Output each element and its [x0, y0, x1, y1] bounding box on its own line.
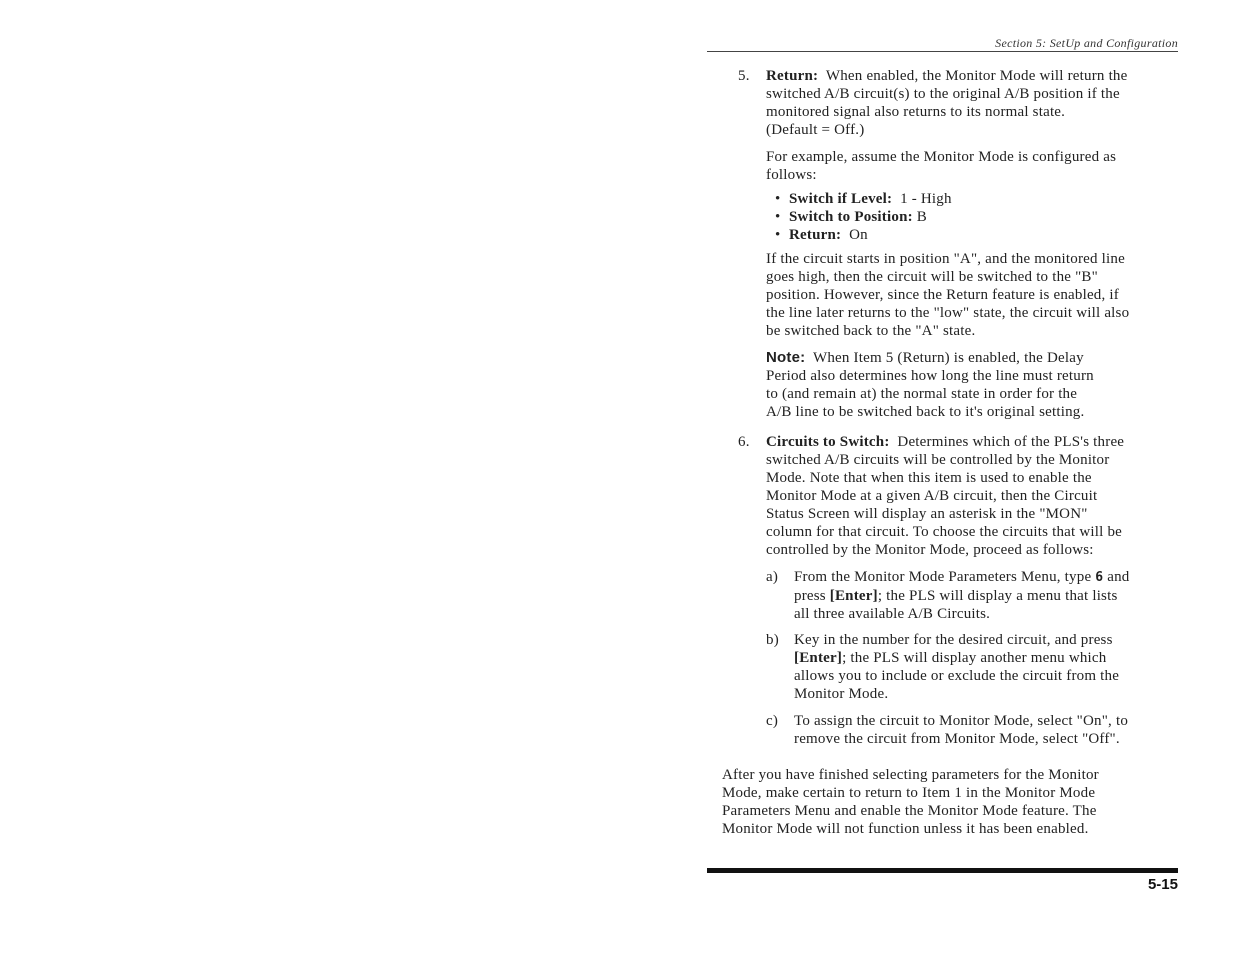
- item-5-line-1: [766, 67, 1181, 85]
- step-c-label: c): [766, 713, 779, 729]
- step-a-line-2: [794, 587, 1184, 605]
- item-5-body: [766, 67, 1181, 139]
- list-item: [775, 190, 952, 208]
- item-5-label: Return:: [766, 68, 819, 84]
- item-6-line-1: [766, 433, 1186, 451]
- running-header: Section 5: SetUp and Configuration: [995, 36, 1178, 50]
- step-a-text: and: [1107, 569, 1130, 585]
- explain-line: the line later returns to the "low" state, the circuit will also: [766, 305, 1130, 321]
- enter-key: [Enter]: [794, 650, 843, 666]
- step-a-label: a): [766, 569, 779, 585]
- example-line-1: For example, assume the Monitor Mode is configured as: [766, 149, 1117, 165]
- page-number: 5-15: [1147, 876, 1178, 893]
- step-b-text: ; the PLS will display another menu which: [842, 650, 1107, 666]
- item-5-line-3: monitored signal also returns to its normal state.: [766, 104, 1066, 120]
- bullet-label: Switch to Position:: [789, 209, 913, 225]
- step-c-line-1: To assign the circuit to Monitor Mode, select "On", to: [794, 713, 1129, 729]
- bullet-value: 1 - High: [900, 191, 952, 207]
- step-c-body: [794, 712, 1184, 748]
- bullet-value: B: [916, 209, 927, 225]
- item-5-number: 5.: [738, 68, 750, 84]
- item-5-explanation: [766, 250, 1186, 340]
- step-a-line-3: all three available A/B Circuits.: [794, 606, 991, 622]
- explain-line: position. However, since the Return feature is enabled, if: [766, 287, 1119, 303]
- item-6-number: 6.: [738, 434, 750, 450]
- explain-line: goes high, then the circuit will be switched to the "B": [766, 269, 1098, 285]
- key-6: 6: [1095, 570, 1104, 585]
- step-b-body: [794, 631, 1184, 703]
- list-item: [775, 226, 952, 244]
- item-6-line: switched A/B circuits will be controlled by the Monitor: [766, 452, 1110, 468]
- item-6-line: Status Screen will display an asterisk in the "MON": [766, 506, 1088, 522]
- item-6-line: controlled by the Monitor Mode, proceed as follows:: [766, 542, 1094, 558]
- header-rule: [707, 51, 1178, 52]
- note-line: to (and remain at) the normal state in order for the: [766, 386, 1078, 402]
- list-item: [775, 208, 952, 226]
- explain-line: If the circuit starts in position "A", and the monitored line: [766, 251, 1125, 267]
- step-a-text: ; the PLS will display a menu that lists: [877, 588, 1118, 604]
- enter-key: [Enter]: [829, 588, 878, 604]
- note-label: Note:: [766, 349, 806, 366]
- step-b-line-2: [794, 649, 1184, 667]
- note-line-1: [766, 349, 1181, 367]
- step-b-label: b): [766, 632, 779, 648]
- bullet-value: On: [849, 227, 868, 243]
- item-5-line-2: switched A/B circuit(s) to the original A/B position if the: [766, 86, 1120, 102]
- explain-line: be switched back to the "A" state.: [766, 323, 976, 339]
- item-6-body: [766, 433, 1186, 559]
- closing-line: Parameters Menu and enable the Monitor Mode feature. The: [722, 803, 1097, 819]
- closing-line: After you have finished selecting parameters for the Monitor: [722, 767, 1099, 783]
- footer-rule: [707, 868, 1178, 873]
- step-c-line-2: remove the circuit from Monitor Mode, select "Off".: [794, 731, 1120, 747]
- note-block: [766, 349, 1181, 421]
- step-b-line-1: Key in the number for the desired circuit, and press: [794, 632, 1113, 648]
- step-a-text: press: [794, 588, 826, 604]
- example-line-2: follows:: [766, 167, 817, 183]
- closing-line: Monitor Mode will not function unless it has been enabled.: [722, 821, 1089, 837]
- bullet-icon: •: [775, 209, 781, 225]
- note-line: A/B line to be switched back to it's original setting.: [766, 404, 1085, 420]
- item-6-line: Monitor Mode at a given A/B circuit, then the Circuit: [766, 488, 1098, 504]
- note-line: Period also determines how long the line must return: [766, 368, 1094, 384]
- item-6-line: column for that circuit. To choose the circuits that will be: [766, 524, 1122, 540]
- step-a-body: [794, 568, 1184, 623]
- item-6-label: Circuits to Switch:: [766, 434, 890, 450]
- item-5-default: (Default = Off.): [766, 122, 865, 138]
- item-6-text-1: Determines which of the PLS's three: [897, 434, 1125, 450]
- step-b-line-4: Monitor Mode.: [794, 686, 889, 702]
- bullet-icon: •: [775, 227, 781, 243]
- bullet-label: Return:: [789, 227, 842, 243]
- step-a-line-1: [794, 568, 1184, 587]
- bullet-icon: •: [775, 191, 781, 207]
- step-a-text: From the Monitor Mode Parameters Menu, type: [794, 569, 1092, 585]
- step-b-line-3: allows you to include or exclude the circuit from the: [794, 668, 1120, 684]
- closing-paragraph: [722, 766, 1182, 838]
- item-5-text-1: When enabled, the Monitor Mode will return the: [825, 68, 1128, 84]
- item-5-example: [766, 148, 1181, 184]
- note-text-1: When Item 5 (Return) is enabled, the Delay: [812, 350, 1084, 366]
- example-settings-list: [775, 190, 952, 244]
- closing-line: Mode, make certain to return to Item 1 in the Monitor Mode: [722, 785, 1096, 801]
- bullet-label: Switch if Level:: [789, 191, 893, 207]
- item-6-line: Mode. Note that when this item is used to enable the: [766, 470, 1092, 486]
